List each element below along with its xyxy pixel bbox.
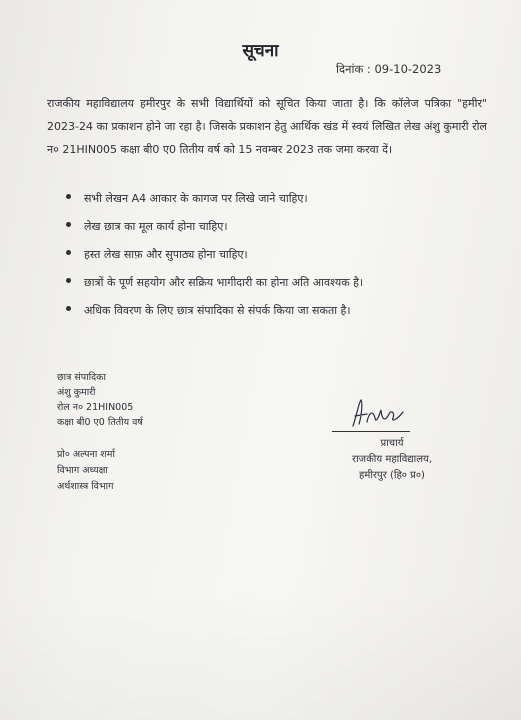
student-editor-name: अंशु कुमारी bbox=[57, 387, 96, 398]
student-editor-class: कक्षा बी0 ए0 तितीय वर्ष bbox=[57, 417, 143, 428]
bullet-icon bbox=[66, 194, 71, 199]
notice-points-list bbox=[60, 189, 363, 329]
department-head-role: विभाग अध्यक्षा bbox=[57, 465, 108, 476]
bullet-icon bbox=[66, 278, 71, 283]
notice-paragraph: राजकीय महाविद्यालय हमीरपुर के सभी विद्यार्थियों को सूचित किया जाता है। कि कॉलेज पत्रिका "हमीर" 2023-24 का प्रकाशन होने जा रहा है। जिसके प्रकाशन हेतु आर्थिक खंड में स्वयं लिखित लेख अंशु कुमारी रोल न० 21HIN005 कक्षा बी0 ए0 तितीय वर्ष को 15 नवम्बर 2023 तक जमा करवा दें। bbox=[47, 97, 487, 156]
department-head-name: प्रो० अल्पना शर्मा bbox=[57, 449, 115, 460]
principal-place: हमीरपुर (हि० प्र०) bbox=[359, 470, 425, 481]
principal-title: प्राचार्य bbox=[380, 438, 404, 449]
paper-shadow bbox=[0, 590, 521, 720]
signature-line bbox=[332, 431, 410, 432]
principal-signature bbox=[345, 396, 409, 430]
point-text: सभी लेखन A4 आकार के कागज पर लिखे जाने चाहिए। bbox=[84, 192, 308, 205]
department-name: अर्थशास्त्र विभाग bbox=[57, 481, 114, 492]
principal-block bbox=[332, 436, 452, 484]
list-item bbox=[60, 217, 363, 245]
principal-college: राजकीय महाविद्यालय, bbox=[351, 454, 433, 465]
list-item bbox=[60, 301, 363, 329]
bullet-icon bbox=[66, 222, 71, 227]
student-editor-roll: रोल न० 21HIN005 bbox=[57, 402, 134, 413]
notice-date: दिनांक : 09-10-2023 bbox=[336, 62, 442, 76]
point-text: लेख छात्र का मूल कार्य होना चाहिए। bbox=[84, 220, 228, 233]
student-editor-block bbox=[57, 370, 143, 430]
point-text: हस्त लेख साफ़ और सुपाठ्य होना चाहिए। bbox=[84, 248, 248, 261]
list-item bbox=[60, 245, 363, 273]
list-item bbox=[60, 273, 363, 301]
department-block bbox=[57, 447, 115, 495]
list-item bbox=[60, 189, 363, 217]
student-editor-role: छात्र संपादिका bbox=[57, 372, 106, 383]
point-text: छात्रों के पूर्ण सहयोग और सक्रिय भागीदारी का होना अति आवश्यक है। bbox=[84, 276, 364, 289]
notice-title: सूचना bbox=[242, 41, 279, 61]
bullet-icon bbox=[66, 306, 71, 311]
bullet-icon bbox=[66, 250, 71, 255]
point-text: अधिक विवरण के लिए छात्र संपादिका से संपर्क किया जा सकता है। bbox=[84, 304, 351, 317]
